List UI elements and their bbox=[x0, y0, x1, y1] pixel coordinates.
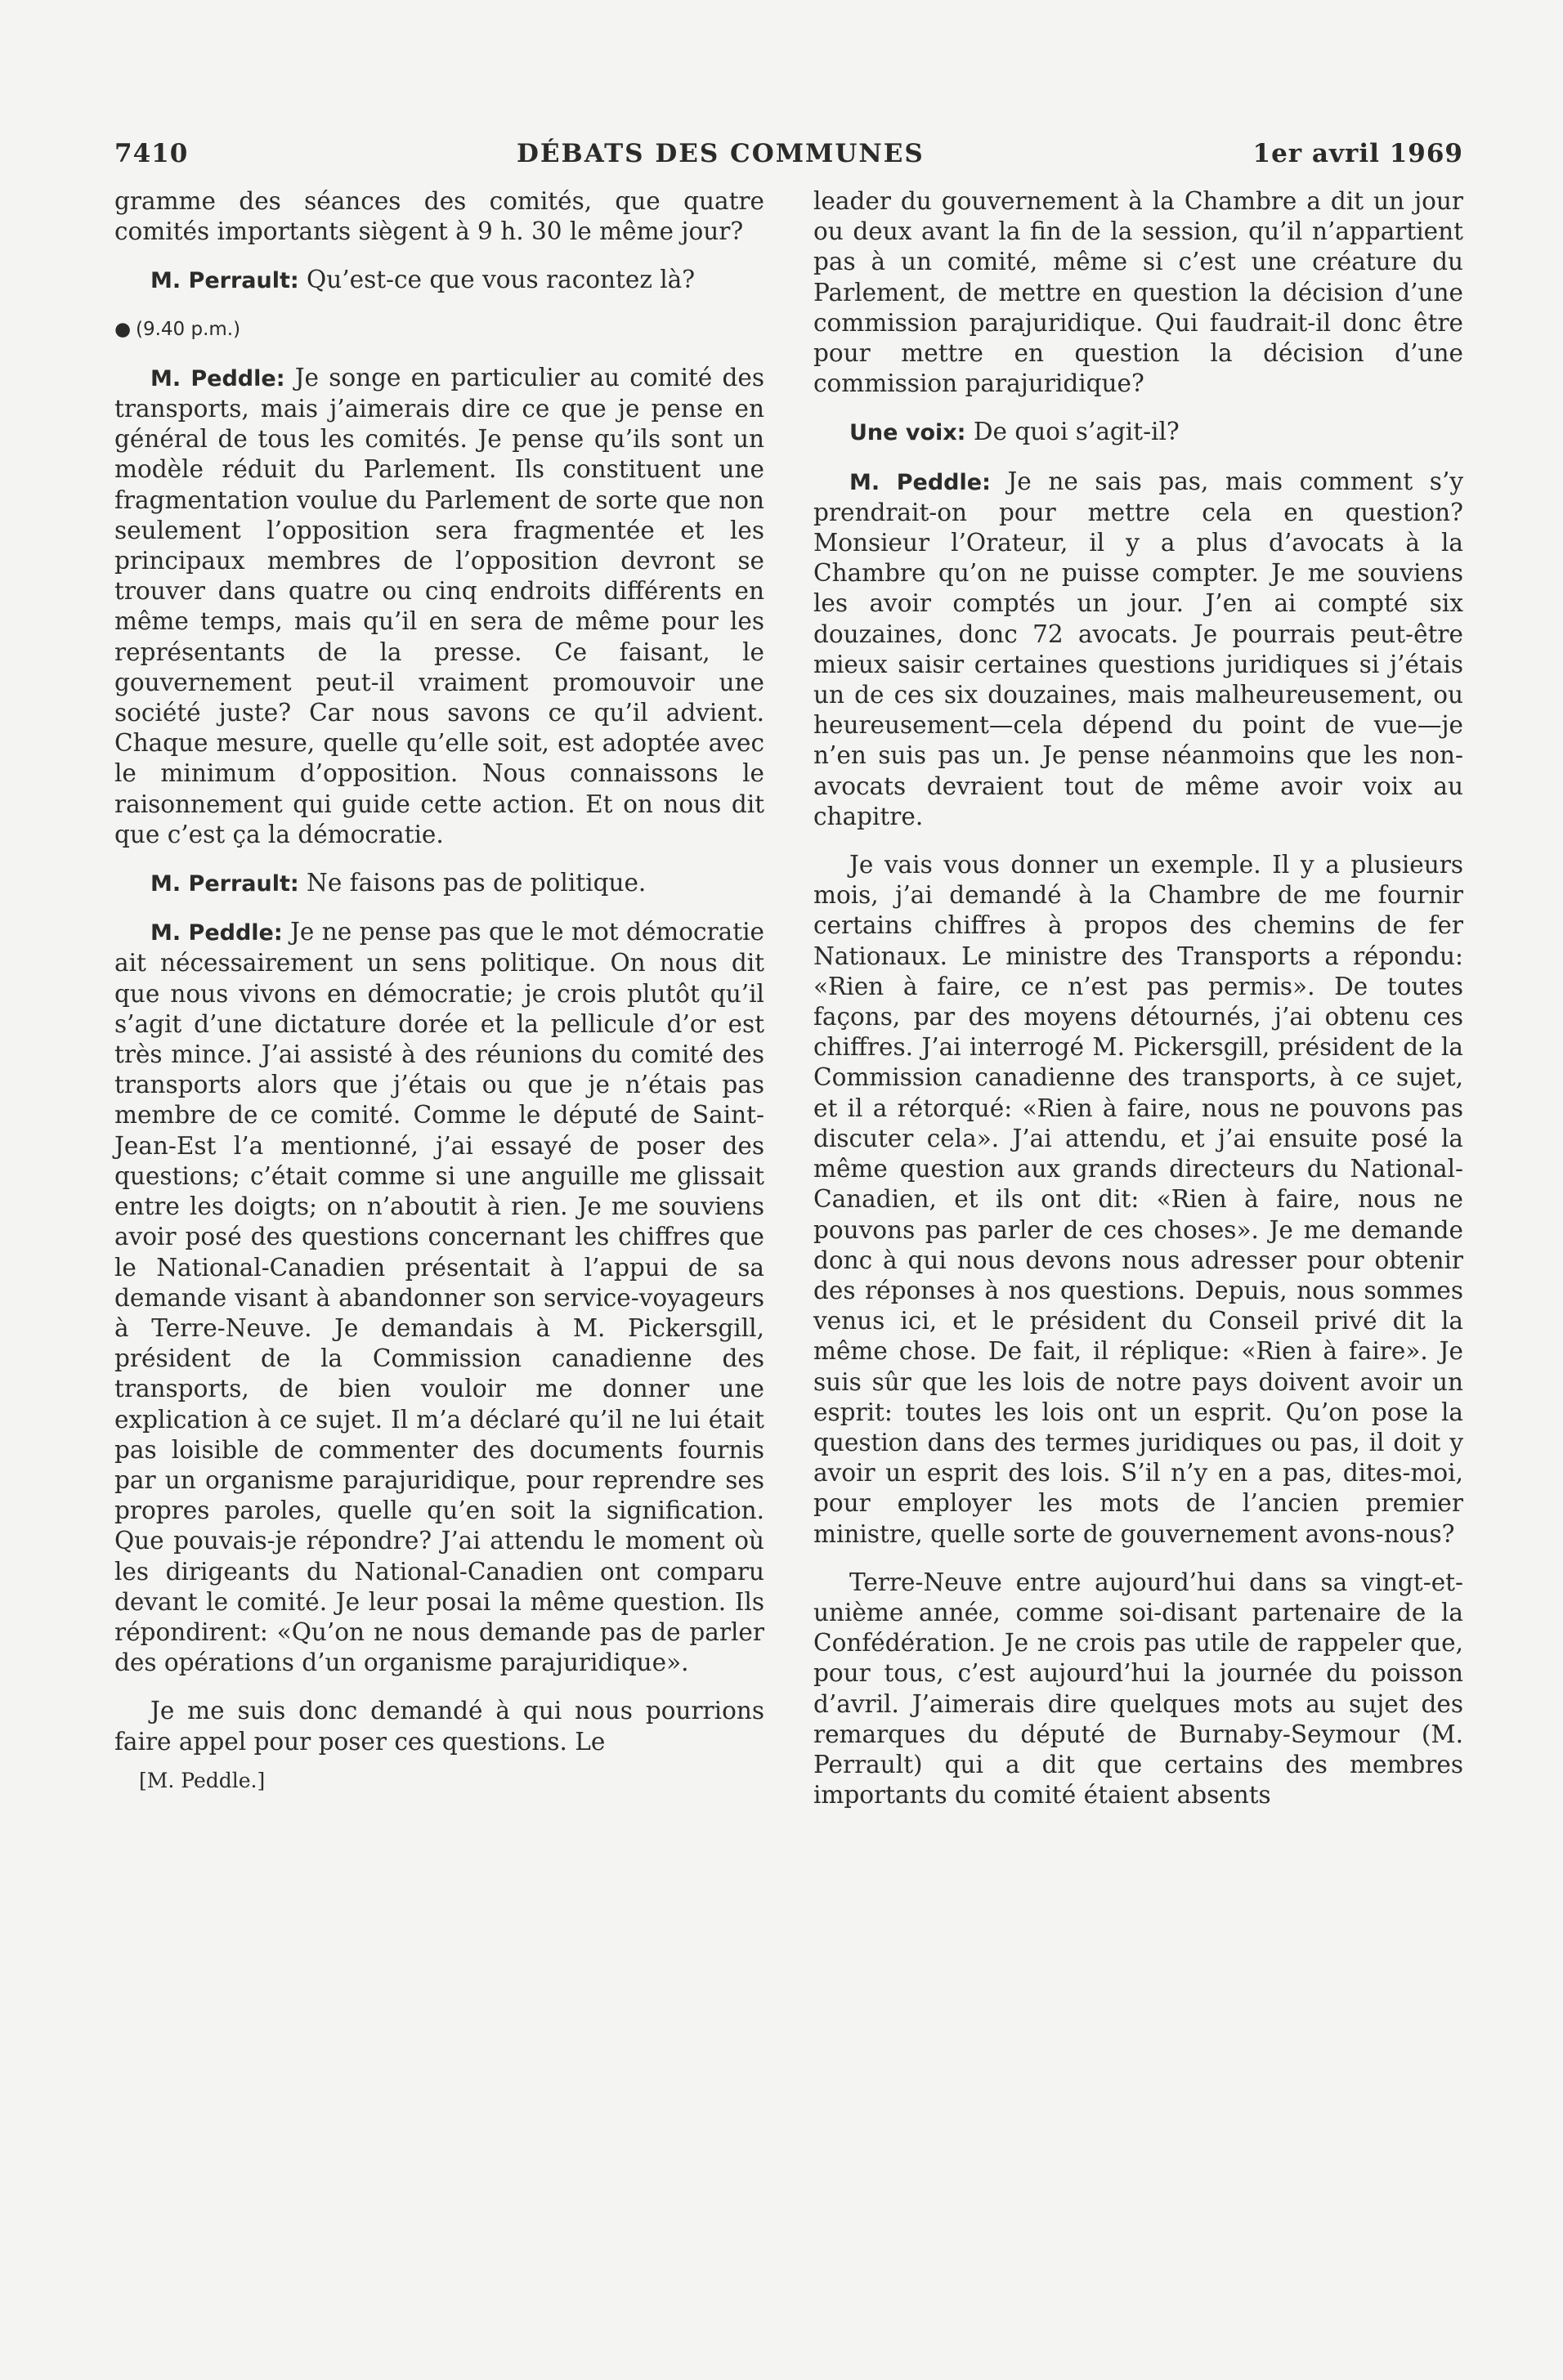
left-column bbox=[114, 186, 764, 1828]
paragraph: gramme des séances des comités, que quatre comités importants siègent à 9 h. 30 le même jour? bbox=[114, 187, 764, 246]
bullet-icon: ● bbox=[114, 318, 132, 340]
paragraph bbox=[114, 868, 764, 899]
hansard-page bbox=[114, 139, 1463, 1828]
paragraph: Terre-Neuve entre aujourd’hui dans sa vingt-et-unième année, comme soi-disant partenaire de la Confédération. Je ne crois pas utile de rappeler que, pour tous, c’est aujourd’hui la journée du poisson d’avril. J’aimerais dire quelques mots au sujet des remarques du député de Burnaby-Seymour (M. Perrault) qui a dit que certains des membres importants du comité étaient absents bbox=[813, 1568, 1463, 1810]
speaker-name: M. Perrault: bbox=[150, 871, 299, 897]
speech-text: Je songe en particulier au comité des transports, mais j’aimerais dire ce que je pense en général de tous les comités. Je pense qu’ils sont un modèle réduit du Parlement. Ils constituent une fragmentation voulue du Parlement de sorte que non seulement l’opposition sera fragmentée et les principaux membres de l’opposition devront se trouver dans quatre ou cinq endroits différents en même temps, mais qu’il en sera de même pour les représentants de la presse. Ce faisant, le gouvernement peut-il vraiment promouvoir une société juste? Car nous savons ce qu’il advient. Chaque mesure, quelle qu’elle soit, est adoptée avec le minimum d’opposition. Nous connaissons le raisonnement qui guide cette action. Et on nous dit que c’est ça la démocratie. bbox=[114, 363, 764, 848]
paragraph: Je me suis donc demandé à qui nous pourrions faire appel pour poser ces questions. Le bbox=[114, 1697, 764, 1756]
speaker-name: Une voix: bbox=[849, 420, 966, 446]
timestamp bbox=[114, 315, 764, 345]
page-number: 7410 bbox=[114, 139, 189, 168]
page-date: 1er avril 1969 bbox=[1252, 139, 1463, 168]
paragraph bbox=[114, 363, 764, 850]
page-header bbox=[114, 139, 1463, 168]
speaker-name: M. Perrault: bbox=[150, 268, 299, 294]
speaker-name: M. Peddle: bbox=[150, 920, 283, 946]
speaker-name: M. Peddle: bbox=[849, 469, 991, 495]
publication-title: DÉBATS DES COMMUNES bbox=[517, 139, 925, 168]
speech-text: Je ne pense pas que le mot démocratie ait nécessairement un sens politique. On nous dit que nous vivons en démocratie; je crois plutôt qu’il s’agit d’une dictature dorée et la pellicule d’or est très mince. J’ai assisté à des réunions du comité des transports alors que j’étais ou que je n’étais pas membre de ce comité. Comme le député de Saint-Jean-Est l’a mentionné, j’ai essayé de poser des questions; c’était comme si une anguille me glissait entre les doigts; on n’aboutit à rien. Je me souviens avoir posé des questions concernant les chiffres que le National-Canadien présentait à l’appui de sa demande visant à abandonner son service-voyageurs à Terre-Neuve. Je demandais à M. Pickersgill, président de la Commission canadienne des transports, de bien vouloir me donner une explication à ce sujet. Il m’a déclaré qu’il ne lui était pas loisible de commenter des documents fournis par un organisme parajuridique, pour reprendre ses propres paroles, quelle qu’en soit la signification. Que pouvais-je répondre? J’ai attendu le moment où les dirigeants du National-Canadien ont comparu devant le comité. Je leur posai la même question. Ils répondirent: «Qu’on ne nous demande pas de parler des opérations d’un organisme parajuridique». bbox=[114, 918, 764, 1677]
paragraph bbox=[114, 917, 764, 1678]
speech-text: Qu’est-ce que vous racontez là? bbox=[298, 266, 696, 294]
text-columns bbox=[114, 186, 1463, 1828]
speech-text: Ne faisons pas de politique. bbox=[298, 869, 647, 897]
paragraph bbox=[813, 467, 1463, 832]
paragraph bbox=[114, 265, 764, 296]
paragraph: Je vais vous donner un exemple. Il y a plusieurs mois, j’ai demandé à la Chambre de me fournir certains chiffres à propos des chemins de fer Nationaux. Le ministre des Transports a répondu: «Rien à faire, ce n’est pas permis». De toutes façons, par des moyens détournés, j’ai obtenu ces chiffres. J’ai interrogé M. Pickersgill, président de la Commission canadienne des transports, à ce sujet, et il a rétorqué: «Rien à faire, nous ne pouvons pas discuter cela». J’ai attendu, et j’ai ensuite posé la même question aux grands directeurs du National-Canadien, et ils ont dit: «Rien à faire, nous ne pouvons pas parler de ces choses». Je me demande donc à qui nous devons nous adresser pour obtenir des réponses à nos questions. Depuis, nous sommes venus ici, et le président du Conseil privé dit la même chose. De fait, il réplique: «Rien à faire». Je suis sûr que les lois de notre pays doivent avoir un esprit: toutes les lois ont un esprit. Qu’on pose la question dans des termes juridiques ou pas, il doit y avoir un esprit des lois. S’il n’y en a pas, dites-moi, pour employer les mots de l’ancien premier ministre, quelle sorte de gouvernement avons-nous? bbox=[813, 851, 1463, 1548]
speech-text: Je ne sais pas, mais comment s’y prendrait-on pour mettre cela en question? Monsieur l’Orateur, il y a plus d’avocats à la Chambre qu’on ne puisse compter. Je me souviens les avoir comptés un jour. J’en ai compté six douzaines, donc 72 avocats. Je pourrais peut-être mieux saisir certaines questions juridiques si j’étais un de ces six douzaines, mais malheureusement, ou heureusement—cela dépend du point de vue—je n’en suis pas un. Je pense néanmoins que les non-avocats devraient tout de même avoir voix au chapitre. bbox=[813, 467, 1463, 830]
timestamp-text: (9.40 p.m.) bbox=[136, 318, 241, 340]
speaker-name: M. Peddle: bbox=[150, 365, 285, 391]
paragraph: leader du gouvernement à la Chambre a dit un jour ou deux avant la fin de la session, qu’il n’appartient pas à un comité, même si c’est une créature du Parlement, de mettre en question la décision d’une commission parajuridique. Qui faudrait-il donc être pour mettre en question la décision d’une commission parajuridique? bbox=[813, 187, 1463, 398]
right-column bbox=[813, 186, 1463, 1828]
paragraph bbox=[813, 417, 1463, 448]
speech-text: De quoi s’agit-il? bbox=[965, 418, 1180, 446]
speaker-footnote: [M. Peddle.] bbox=[139, 1768, 266, 1792]
